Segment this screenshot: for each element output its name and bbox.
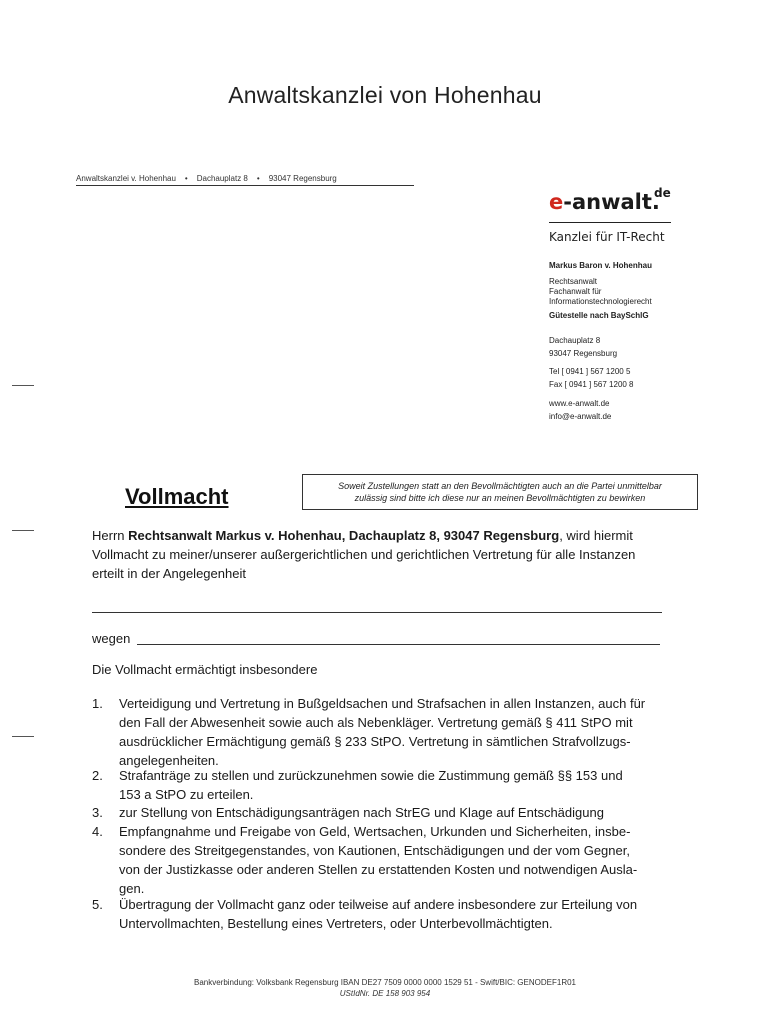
intro-suffix: , wird hiermit: [559, 528, 633, 543]
logo-e: e: [549, 190, 564, 214]
list-item-line: den Fall der Abwesenheit sowie auch als Nebenkläger. Vertretung gemäß § 411 StPO mit: [119, 715, 633, 730]
office-label: Gütestelle nach BaySchlG: [549, 311, 649, 320]
wegen-label: wegen: [92, 631, 131, 646]
list-item-line: Untervollmachten, Bestellung eines Vertreters, oder Unterbevollmächtigten.: [119, 916, 553, 931]
list-item-line: ausdrücklicher Ermächtigung gemäß § 233 StPO. Vertretung in sämtlichen Strafvollzugs-: [119, 734, 631, 749]
list-item: [119, 822, 709, 898]
contact-street: Dachauplatz 8: [549, 336, 601, 345]
lawyer-title-2: Fachanwalt für: [549, 287, 602, 296]
list-item: [119, 766, 709, 804]
separator-dot: •: [256, 174, 260, 183]
notice-line-2: zulässig sind bitte ich diese nur an meinen Bevollmächtigten zu bewirken: [354, 493, 646, 503]
fold-mark: [12, 736, 34, 737]
list-number: 3.: [92, 805, 103, 820]
document-heading: Vollmacht: [125, 484, 229, 509]
matter-blank-line[interactable]: [92, 602, 662, 613]
list-item-line: gen.: [119, 881, 145, 896]
logo-tagline: Kanzlei für IT-Recht: [549, 230, 665, 244]
e-anwalt-logo: [549, 186, 671, 223]
list-item-line: 153 a StPO zu erteilen.: [119, 787, 254, 802]
list-number: 1.: [92, 696, 103, 711]
delivery-notice-box: [302, 474, 698, 510]
intro-bold: Rechtsanwalt Markus v. Hohenhau, Dachauplatz 8, 93047 Regensburg: [128, 528, 560, 543]
list-item-line: Strafanträge zu stellen und zurückzunehmen sowie die Zustimmung gemäß §§ 153 und: [119, 768, 623, 783]
sender-name: Anwaltskanzlei v. Hohenhau: [76, 174, 176, 183]
sender-city: 93047 Regensburg: [268, 174, 337, 183]
list-item-line: von der Justizkasse oder anderen Stellen zu erstattenden Kosten und notwendigen Ausla-: [119, 862, 638, 877]
wegen-blank-line[interactable]: [137, 632, 660, 645]
intro-line-3: erteilt in der Angelegenheit: [92, 566, 246, 581]
intro-paragraph: [92, 526, 712, 583]
firm-title: Anwaltskanzlei von Hohenhau: [228, 82, 542, 108]
list-item: [119, 803, 709, 822]
intro-prefix: Herrn: [92, 528, 129, 543]
list-number: 2.: [92, 768, 103, 783]
contact-fax: Fax [ 0941 ] 567 1200 8: [549, 380, 634, 389]
lawyer-title-3: Informationstechnologierecht: [549, 297, 652, 306]
contact-web[interactable]: www.e-anwalt.de: [549, 399, 610, 408]
sender-address-line: [76, 174, 414, 186]
logo-de-superscript: de: [654, 186, 671, 200]
fold-mark: [12, 530, 34, 531]
contact-tel: Tel [ 0941 ] 567 1200 5: [549, 367, 631, 376]
intro-line-1: [92, 526, 712, 545]
contact-city: 93047 Regensburg: [549, 349, 618, 358]
list-item-line: Übertragung der Vollmacht ganz oder teilweise auf andere insbesondere zur Erteilung von: [119, 897, 638, 912]
list-number: 4.: [92, 824, 103, 839]
list-item-line: angelegenheiten.: [119, 753, 219, 768]
lawyer-title-1: Rechtsanwalt: [549, 277, 598, 286]
separator-dot: •: [184, 174, 188, 183]
list-item-line: zur Stellung von Entschädigungsanträgen nach StrEG und Klage auf Entschädigung: [119, 805, 604, 820]
list-item-line: sondere des Streitgegenstandes, von Kautionen, Entschädigungen und der vom Gegner,: [119, 843, 630, 858]
contact-email[interactable]: info@e-anwalt.de: [549, 412, 612, 421]
list-item-line: Empfangnahme und Freigabe von Geld, Wertsachen, Urkunden und Sicherheiten, insbe-: [119, 824, 631, 839]
fold-mark: [12, 385, 34, 386]
notice-line-1: Soweit Zustellungen statt an den Bevollmächtigten auch an die Partei unmittelbar: [338, 481, 662, 491]
footer-vat-id: UStIdNr. DE 158 903 954: [339, 989, 431, 998]
list-number: 5.: [92, 897, 103, 912]
list-item: [119, 694, 709, 770]
logo-anwalt: -anwalt.: [563, 190, 660, 214]
lawyer-name: Markus Baron v. Hohenhau: [549, 261, 652, 270]
list-item: [119, 895, 709, 933]
footer-bank-details: Bankverbindung: Volksbank Regensburg IBAN DE27 7509 0000 0000 1529 51 - Swift/BIC: GENODEF1R01: [193, 978, 576, 987]
intro-line-2: Vollmacht zu meiner/unserer außergerichtlichen und gerichtlichen Vertretung für alle Instanzen: [92, 547, 636, 562]
list-item-line: Verteidigung und Vertretung in Bußgeldsachen und Strafsachen in allen Instanzen, auch für: [119, 696, 646, 711]
sender-street: Dachauplatz 8: [196, 174, 248, 183]
powers-intro: Die Vollmacht ermächtigt insbesondere: [92, 662, 318, 677]
